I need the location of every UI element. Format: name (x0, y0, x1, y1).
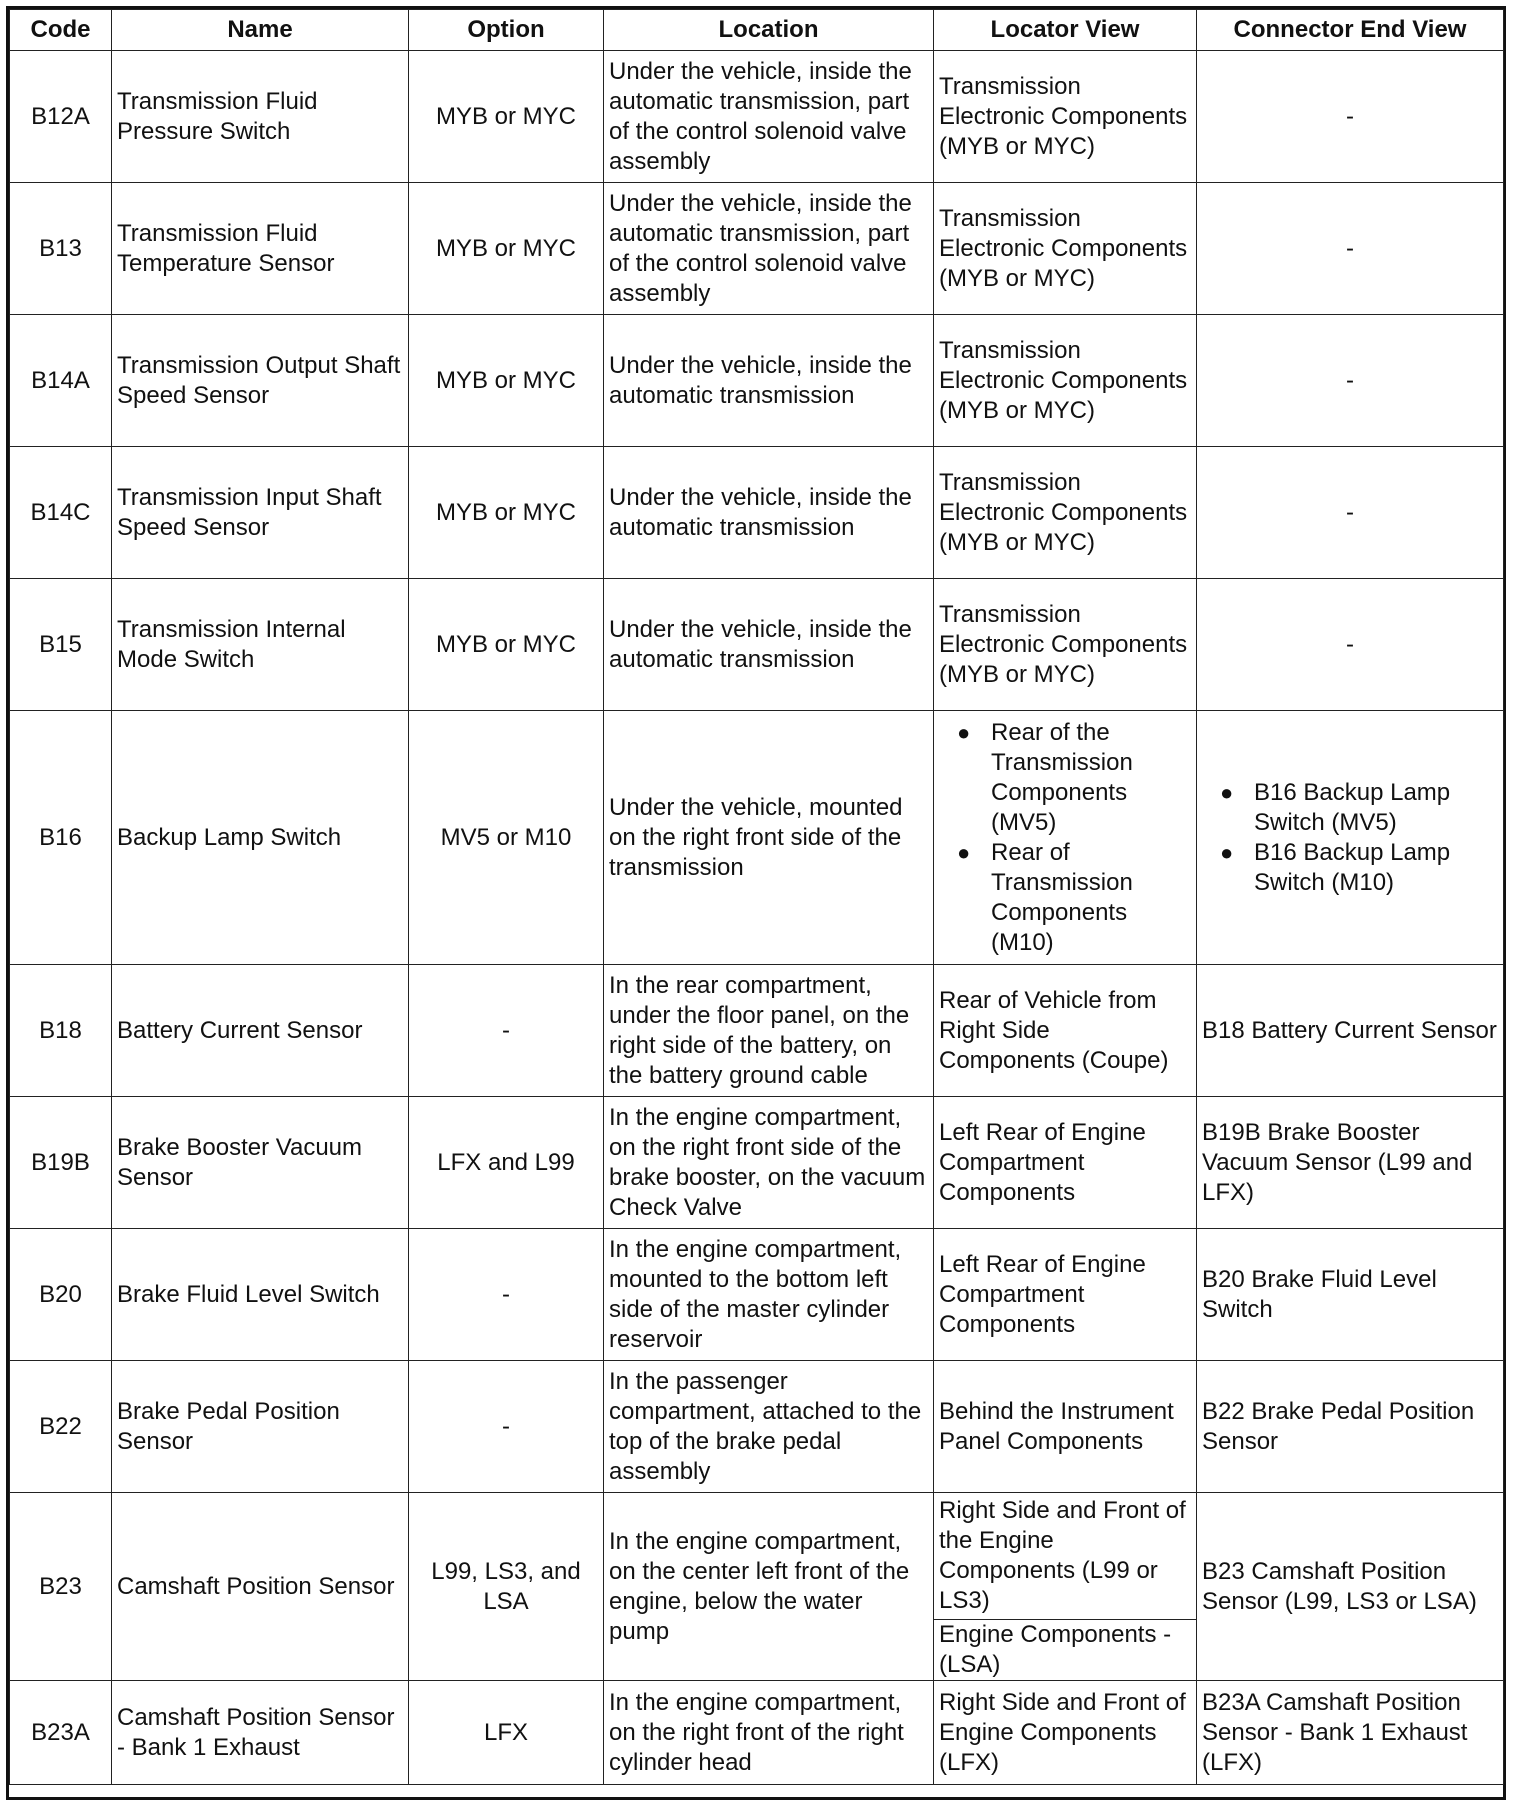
cell-name: Transmission Fluid Temperature Sensor (112, 183, 409, 315)
cell-code: B19B (10, 1097, 112, 1229)
table-row (10, 965, 1504, 1097)
cell-connector-end-view: - (1197, 315, 1504, 447)
cell-option: MYB or MYC (409, 315, 604, 447)
cell-code: B20 (10, 1229, 112, 1361)
table-row (10, 1681, 1504, 1785)
cell-name: Brake Booster Vacuum Sensor (112, 1097, 409, 1229)
header-name: Name (112, 10, 409, 51)
cell-locator-view: Left Rear of Engine Compartment Components (934, 1229, 1197, 1361)
cell-location: In the engine compartment, on the right front side of the brake booster, on the vacuum Check Valve (604, 1097, 934, 1229)
cell-connector-end-view: - (1197, 447, 1504, 579)
cell-option: MYB or MYC (409, 51, 604, 183)
cell-option: MYB or MYC (409, 579, 604, 711)
header-row (10, 10, 1504, 51)
cell-locator-view: Transmission Electronic Components (MYB or MYC) (934, 447, 1197, 579)
cell-option: - (409, 1229, 604, 1361)
cell-code: B12A (10, 51, 112, 183)
cell-code: B23A (10, 1681, 112, 1785)
table-row (10, 579, 1504, 711)
cell-locator-view: Right Side and Front of Engine Components (LFX) (934, 1681, 1197, 1785)
cell-name: Camshaft Position Sensor (112, 1493, 409, 1681)
component-locator-table (6, 6, 1506, 1800)
cell-locator-view: Transmission Electronic Components (MYB or MYC) (934, 315, 1197, 447)
header-code: Code (10, 10, 112, 51)
cell-location: Under the vehicle, inside the automatic transmission, part of the control solenoid valve assembly (604, 183, 934, 315)
cell-connector-end-view: B22 Brake Pedal Position Sensor (1197, 1361, 1504, 1493)
cell-location: In the rear compartment, under the floor panel, on the right side of the battery, on the battery ground cable (604, 965, 934, 1097)
cell-connector-end-view: - (1197, 579, 1504, 711)
cell-name: Transmission Input Shaft Speed Sensor (112, 447, 409, 579)
cell-option: LFX (409, 1681, 604, 1785)
connector-bullet-list (1202, 778, 1498, 898)
table-row (10, 447, 1504, 579)
table-row (10, 711, 1504, 965)
table-row (10, 1361, 1504, 1493)
cell-option: MYB or MYC (409, 447, 604, 579)
cell-location: Under the vehicle, inside the automatic transmission (604, 579, 934, 711)
cell-name: Transmission Fluid Pressure Switch (112, 51, 409, 183)
cell-locator-view: Transmission Electronic Components (MYB or MYC) (934, 579, 1197, 711)
cell-connector-end-view (1197, 711, 1504, 965)
table-row (10, 1493, 1504, 1620)
cell-code: B16 (10, 711, 112, 965)
cell-code: B22 (10, 1361, 112, 1493)
cell-locator-view (934, 711, 1197, 965)
list-item: ● B16 Backup Lamp Switch (MV5) (1202, 778, 1498, 838)
cell-locator-view: Rear of Vehicle from Right Side Components (Coupe) (934, 965, 1197, 1097)
cell-location: In the passenger compartment, attached to the top of the brake pedal assembly (604, 1361, 934, 1493)
cell-option: MYB or MYC (409, 183, 604, 315)
cell-location: Under the vehicle, inside the automatic transmission (604, 447, 934, 579)
cell-name: Battery Current Sensor (112, 965, 409, 1097)
cell-locator-view: Left Rear of Engine Compartment Components (934, 1097, 1197, 1229)
cell-connector-end-view: B20 Brake Fluid Level Switch (1197, 1229, 1504, 1361)
cell-name: Camshaft Position Sensor - Bank 1 Exhaust (112, 1681, 409, 1785)
cell-name: Transmission Internal Mode Switch (112, 579, 409, 711)
cell-connector-end-view: B19B Brake Booster Vacuum Sensor (L99 and LFX) (1197, 1097, 1504, 1229)
table-row (10, 1097, 1504, 1229)
cell-connector-end-view: B23 Camshaft Position Sensor (L99, LS3 or LSA) (1197, 1493, 1504, 1681)
header-connector-end-view: Connector End View (1197, 10, 1504, 51)
cell-code: B14C (10, 447, 112, 579)
cell-name: Brake Fluid Level Switch (112, 1229, 409, 1361)
cell-option: - (409, 965, 604, 1097)
cell-name: Backup Lamp Switch (112, 711, 409, 965)
cell-locator-view: Transmission Electronic Components (MYB or MYC) (934, 51, 1197, 183)
cell-code: B23 (10, 1493, 112, 1681)
cell-location: In the engine compartment, on the right front of the right cylinder head (604, 1681, 934, 1785)
cell-location: In the engine compartment, on the center left front of the engine, below the water pump (604, 1493, 934, 1681)
table-row (10, 183, 1504, 315)
cell-code: B13 (10, 183, 112, 315)
cell-location: Under the vehicle, mounted on the right front side of the transmission (604, 711, 934, 965)
cell-locator-view: Right Side and Front of the Engine Components (L99 or LS3) (934, 1493, 1197, 1620)
cell-locator-view: Behind the Instrument Panel Components (934, 1361, 1197, 1493)
cell-code: B15 (10, 579, 112, 711)
cell-connector-end-view: - (1197, 183, 1504, 315)
cell-option: LFX and L99 (409, 1097, 604, 1229)
cell-name: Transmission Output Shaft Speed Sensor (112, 315, 409, 447)
cell-location: Under the vehicle, inside the automatic transmission (604, 315, 934, 447)
table-row (10, 51, 1504, 183)
cell-location: Under the vehicle, inside the automatic transmission, part of the control solenoid valve assembly (604, 51, 934, 183)
table-row (10, 1229, 1504, 1361)
cell-code: B14A (10, 315, 112, 447)
cell-locator-view: Engine Components - (LSA) (934, 1620, 1197, 1681)
list-item: ● Rear of the Transmission Components (MV5) (939, 718, 1191, 838)
cell-location: In the engine compartment, mounted to the bottom left side of the master cylinder reservoir (604, 1229, 934, 1361)
cell-name: Brake Pedal Position Sensor (112, 1361, 409, 1493)
cell-option: - (409, 1361, 604, 1493)
table-row (10, 315, 1504, 447)
list-item: ● Rear of Transmission Components (M10) (939, 838, 1191, 958)
cell-code: B18 (10, 965, 112, 1097)
header-location: Location (604, 10, 934, 51)
cell-locator-view: Transmission Electronic Components (MYB or MYC) (934, 183, 1197, 315)
locator-bullet-list (939, 718, 1191, 958)
header-option: Option (409, 10, 604, 51)
cell-option: MV5 or M10 (409, 711, 604, 965)
cell-connector-end-view: B18 Battery Current Sensor (1197, 965, 1504, 1097)
cell-connector-end-view: B23A Camshaft Position Sensor - Bank 1 Exhaust (LFX) (1197, 1681, 1504, 1785)
header-locator-view: Locator View (934, 10, 1197, 51)
list-item: ● B16 Backup Lamp Switch (M10) (1202, 838, 1498, 898)
cell-option: L99, LS3, and LSA (409, 1493, 604, 1681)
cell-connector-end-view: - (1197, 51, 1504, 183)
